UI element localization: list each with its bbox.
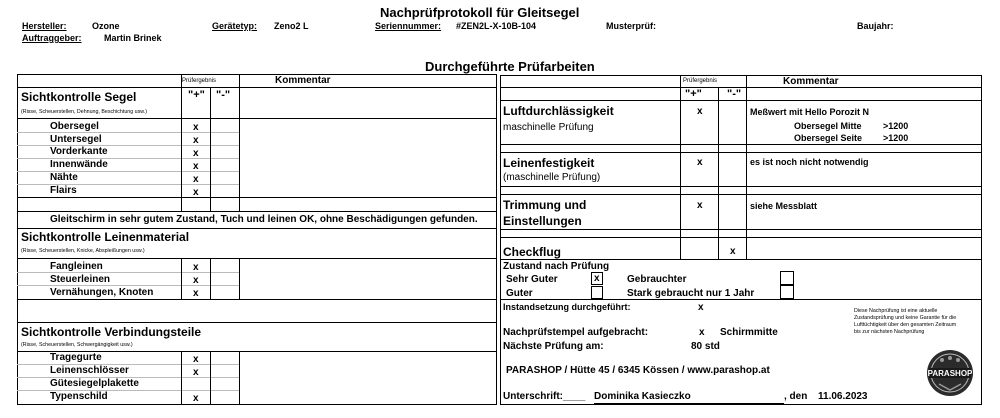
checkflug-mark: x <box>730 246 736 257</box>
segel-title: Sichtkontrolle Segel <box>21 90 137 104</box>
verbindung-title: Sichtkontrolle Verbindungsteile <box>21 325 202 339</box>
right-minus-header: "-" <box>727 88 742 100</box>
verbindung-item-mark: x <box>193 367 199 378</box>
zustand-guter: Guter <box>506 288 533 299</box>
auftraggeber-value: Martin Brinek <box>104 33 162 43</box>
checkflug-title: Checkflug <box>503 245 562 259</box>
segel-item-label: Vorderkante <box>50 146 108 157</box>
verbindung-item-mark: x <box>193 393 199 404</box>
zustand-sehr-guter-mark: x <box>594 273 600 284</box>
luft-comment-ober-mitte-value: >1200 <box>883 121 909 131</box>
geraetetyp-label: Gerätetyp: <box>212 21 258 31</box>
zustand-guter-checkbox[interactable] <box>591 286 603 299</box>
festigkeit-subtitle: (maschinelle Prüfung) <box>503 172 601 183</box>
luft-comment-ober-mitte-label: Obersegel Mitte <box>794 121 862 131</box>
hersteller-value: Ozone <box>92 21 120 31</box>
parashop-stamp-logo <box>925 348 975 398</box>
naechste-label: Nächste Prüfung am: <box>503 341 604 352</box>
festigkeit-mark: x <box>697 157 703 168</box>
left-plus-header: "+" <box>188 89 205 101</box>
verbindung-item-label: Leinenschlösser <box>50 365 129 376</box>
segel-item-label: Nähte <box>50 172 78 183</box>
luft-mark: x <box>697 106 703 117</box>
verbindung-item-label: Gütesiegelplakette <box>50 378 139 389</box>
segel-item-label: Flairs <box>50 185 77 196</box>
luft-comment-ober-seite-value: >1200 <box>883 133 909 143</box>
segel-item-mark: x <box>193 187 199 198</box>
left-pruefergebnis-header: Prüfergebnis <box>182 78 217 84</box>
auftraggeber-label: Auftraggeber: <box>22 33 82 43</box>
segel-item-mark: x <box>193 148 199 159</box>
trimmung-comment: siehe Messblatt <box>750 201 818 211</box>
svg-text:PARASHOP: PARASHOP <box>927 369 973 378</box>
segel-comment: Gleitschirm in sehr gutem Zustand, Tuch und leinen OK, ohne Beschädigungen gefunden. <box>50 214 478 225</box>
luft-comment-ober-seite-label: Obersegel Seite <box>794 133 863 143</box>
address: PARASHOP / Hütte 45 / 6345 Kössen / www.parashop.at <box>506 365 770 376</box>
right-kommentar-header: Kommentar <box>783 76 839 87</box>
leinen-item-mark: x <box>193 262 199 273</box>
hersteller-label: Hersteller: <box>22 21 67 31</box>
zustand-title: Zustand nach Prüfung <box>503 261 610 272</box>
stempel-label: Nachprüfstempel aufgebracht: <box>503 327 649 338</box>
baujahr-label: Baujahr: <box>857 21 894 31</box>
stempel-mark: x <box>699 327 705 338</box>
segel-item-mark: x <box>193 174 199 185</box>
disclaimer-line: bis zur nächsten Nachprüfung <box>854 329 925 335</box>
leinen-subtitle: (Risse, Scheuerstellen, Knicke, Abspleißungen usw.) <box>21 248 145 254</box>
leinen-item-label: Fangleinen <box>50 261 103 272</box>
zustand-sehr-guter: Sehr Guter <box>506 274 558 285</box>
verbindung-subtitle: (Risse, Scheuerstellen, Schwergängigkeit usw.) <box>21 342 133 348</box>
leinen-item-mark: x <box>193 275 199 286</box>
stempel-position: Schirmmitte <box>720 327 778 338</box>
segel-item-label: Obersegel <box>50 121 99 132</box>
segel-subtitle: (Risse, Scheuerstellen, Dehnung, Beschichtung usw.) <box>21 109 148 115</box>
left-minus-header: "-" <box>216 89 231 101</box>
leinen-title: Sichtkontrolle Leinenmaterial <box>21 230 190 244</box>
disclaimer-line: Diese Nachprüfung ist eine aktuelle <box>854 308 938 314</box>
verbindung-item-label: Tragegurte <box>50 352 102 363</box>
seriennummer-label: Seriennummer: <box>375 21 442 31</box>
leinen-item-label: Steuerleinen <box>50 274 111 285</box>
luft-comment-line1: Meßwert mit Hello Porozit N <box>750 107 870 117</box>
festigkeit-title: Leinenfestigkeit <box>503 156 595 170</box>
verbindung-item-mark: x <box>193 354 199 365</box>
luft-subtitle: maschinelle Prüfung <box>503 122 594 133</box>
segel-item-label: Untersegel <box>50 134 102 145</box>
trimmung-title-line2: Einstellungen <box>503 214 582 228</box>
leinen-item-label: Vernähungen, Knoten <box>50 287 154 298</box>
verbindung-item-label: Typenschild <box>50 391 108 402</box>
right-plus-header: "+" <box>685 88 702 100</box>
section-title: Durchgeführte Prüfarbeiten <box>425 59 595 74</box>
left-kommentar-header: Kommentar <box>275 75 331 86</box>
segel-item-label: Innenwände <box>50 159 108 170</box>
trimmung-mark: x <box>697 200 703 211</box>
naechste-value: 80 std <box>691 341 720 352</box>
seriennummer-value: #ZEN2L-X-10B-104 <box>456 21 537 31</box>
unterschrift-name: Dominika Kasieczko <box>594 391 691 402</box>
trimmung-title-line1: Trimmung und <box>503 198 587 212</box>
zustand-gebrauchter-checkbox[interactable] <box>780 271 794 285</box>
segel-item-mark: x <box>193 122 199 133</box>
right-pruefergebnis-header: Prüfergebnis <box>683 78 718 84</box>
geraetetyp-value: Zeno2 L <box>274 21 309 31</box>
zustand-stark: Stark gebraucht nur 1 Jahr <box>627 288 755 299</box>
instand-label: Instandsetzung durchgeführt: <box>503 302 631 312</box>
disclaimer-line: Lufttüchtigkeit über den gesamten Zeitraum <box>854 322 957 328</box>
luft-title: Luftdurchlässigkeit <box>503 104 614 118</box>
date-value: 11.06.2023 <box>818 391 868 402</box>
festigkeit-comment: es ist noch nicht notwendig <box>750 157 869 167</box>
leinen-item-mark: x <box>193 288 199 299</box>
zustand-stark-checkbox[interactable] <box>780 285 794 299</box>
den-label: , den <box>784 391 808 402</box>
disclaimer-line: Zustandsprüfung und keine Garantie für die <box>854 315 957 321</box>
instand-mark: x <box>698 302 704 313</box>
musterpruef-label: Musterprüf: <box>606 21 656 31</box>
zustand-gebrauchter: Gebrauchter <box>627 274 687 285</box>
unterschrift-label: Unterschrift:____ <box>503 391 586 402</box>
document-title: Nachprüfprotokoll für Gleitsegel <box>380 5 580 20</box>
segel-item-mark: x <box>193 135 199 146</box>
segel-item-mark: x <box>193 161 199 172</box>
